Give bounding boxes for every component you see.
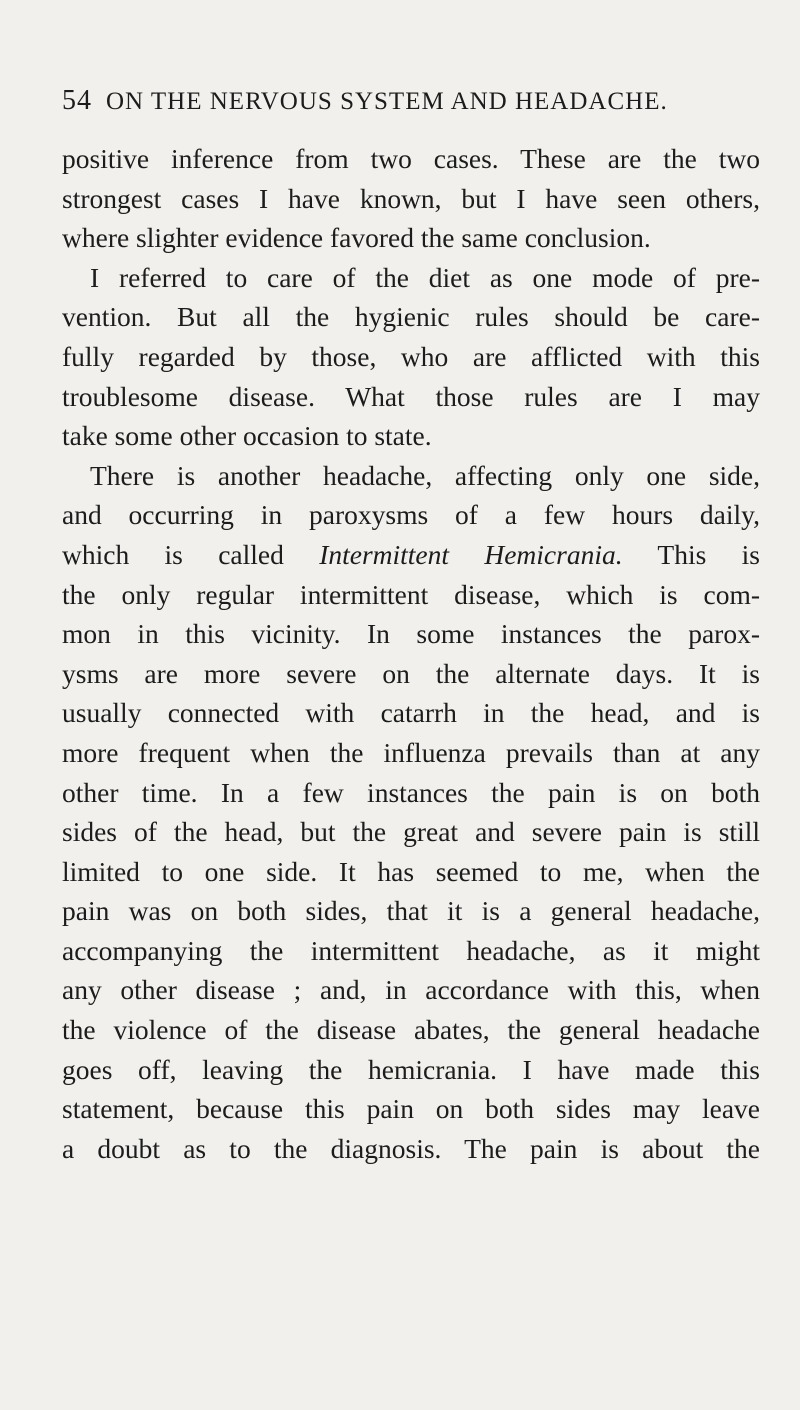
text-line — [62, 535, 760, 575]
text-line: mon in this vicinity. In some instances the parox- — [62, 618, 760, 650]
text-line: more frequent when the influenza prevails than at any — [62, 736, 760, 768]
text-line: and occurring in paroxysms of a few hours daily, — [62, 499, 760, 531]
text-line: other time. In a few instances the pain is on both — [62, 776, 760, 808]
text-line: troublesome disease. What those rules are I may — [62, 380, 760, 412]
text-line: ysms are more severe on the alternate days. It is — [62, 657, 760, 689]
page-number: 54 — [62, 85, 92, 116]
text-line: usually connected with catarrh in the head, and is — [62, 697, 760, 729]
running-header — [62, 86, 760, 117]
italic-term: Intermittent Hemicrania. — [319, 538, 623, 570]
text-line: pain was on both sides, that it is a general headache, — [62, 895, 760, 927]
text-line: the only regular intermittent disease, which is com- — [62, 578, 760, 610]
text-line: fully regarded by those, who are afflicted with this — [62, 340, 760, 372]
running-title: ON THE NERVOUS SYSTEM AND HEADACHE. — [106, 88, 668, 115]
text-line: any other disease ; and, in accordance with this, when — [62, 974, 760, 1006]
body-text — [62, 139, 760, 1168]
book-page — [62, 86, 760, 1168]
text-line: vention. But all the hygienic rules should be care- — [62, 301, 760, 333]
text-line: where slighter evidence favored the same conclusion. — [62, 222, 651, 254]
text-line: sides of the head, but the great and severe pain is still — [62, 816, 760, 848]
text-line: goes off, leaving the hemicrania. I have made this — [62, 1053, 760, 1085]
line-text-after: This is — [622, 538, 760, 570]
text-line: limited to one side. It has seemed to me, when the — [62, 855, 760, 887]
text-line: accompanying the intermittent headache, as it might — [62, 934, 760, 966]
text-line: statement, because this pain on both sides may leave — [62, 1093, 760, 1125]
text-line: There is another headache, affecting only one side, — [90, 459, 760, 491]
text-line: strongest cases I have known, but I have seen others, — [62, 182, 760, 214]
text-line: a doubt as to the diagnosis. The pain is about the — [62, 1132, 760, 1164]
text-line: positive inference from two cases. These are the two — [62, 143, 760, 174]
text-line: the violence of the disease abates, the general headache — [62, 1014, 760, 1046]
text-line: take some other occasion to state. — [62, 420, 432, 452]
line-text-before: which is called — [62, 538, 320, 570]
text-line: I referred to care of the diet as one mode of pre- — [90, 261, 760, 293]
